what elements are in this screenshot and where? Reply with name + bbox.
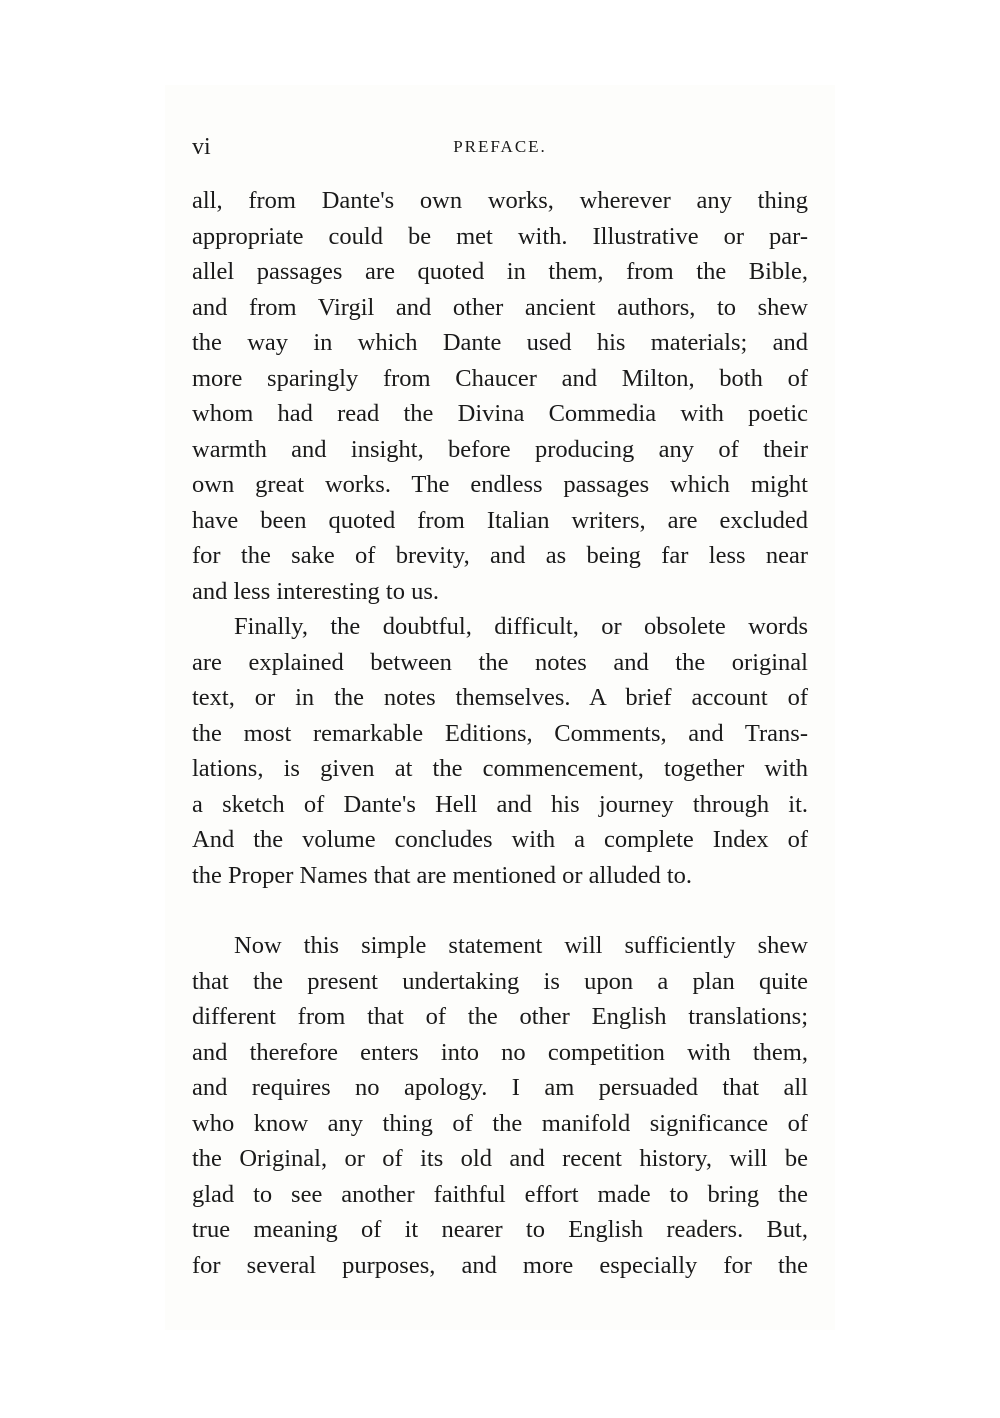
text-line: the way in which Dante used his materials; and — [192, 329, 808, 356]
text-line: have been quoted from Italian writers, are excluded — [192, 506, 808, 534]
text-line: and from Virgil and other ancient authors, to shew — [192, 293, 808, 321]
text-line: and less interesting to us. — [192, 577, 440, 605]
text-line: the Original, or of its old and recent history, will be — [192, 1145, 808, 1172]
text-line: for several purposes, and more especially for the — [192, 1251, 808, 1279]
text-line: different from that of the other English translations; — [192, 1003, 808, 1030]
text-line: are explained between the notes and the original — [192, 648, 808, 676]
text-line: Now this simple statement will sufficiently shew — [234, 932, 808, 959]
text-line: all, from Dante's own works, wherever any thing — [192, 187, 808, 214]
text-line: more sparingly from Chaucer and Milton, both of — [192, 364, 808, 392]
text-line: for the sake of brevity, and as being far less near — [192, 542, 808, 569]
running-head: PREFACE. — [453, 137, 547, 156]
text-line: Finally, the doubtful, difficult, or obsolete words — [234, 613, 808, 640]
body-text — [192, 183, 808, 1283]
text-line: And the volume concludes with a complete Index of — [192, 826, 808, 853]
paragraph — [192, 183, 808, 609]
text-line: and therefore enters into no competition with them, — [192, 1038, 808, 1066]
text-line: allel passages are quoted in them, from the Bible, — [192, 258, 808, 285]
text-line: a sketch of Dante's Hell and his journey through it. — [192, 790, 808, 818]
paragraph — [192, 609, 808, 893]
text-line: and requires no apology. I am persuaded that all — [192, 1074, 808, 1101]
text-line: own great works. The endless passages which might — [192, 471, 808, 498]
paragraph-gap — [192, 893, 808, 928]
text-line: that the present undertaking is upon a plan quite — [192, 967, 808, 995]
text-line: true meaning of it nearer to English readers. But, — [192, 1216, 808, 1243]
page-number: vi — [192, 134, 211, 160]
text-line: the Proper Names that are mentioned or alluded to. — [192, 861, 693, 889]
paragraph — [192, 928, 808, 1283]
text-line: appropriate could be met with. Illustrative or par- — [192, 222, 808, 250]
text-line: text, or in the notes themselves. A brief account of — [192, 684, 808, 711]
text-line: who know any thing of the manifold significance of — [192, 1109, 808, 1137]
page-header — [192, 134, 808, 164]
text-line: whom had read the Divina Commedia with poetic — [192, 400, 808, 427]
text-line: warmth and insight, before producing any of their — [192, 435, 808, 463]
text-line: glad to see another faithful effort made to bring the — [192, 1180, 808, 1208]
text-line: lations, is given at the commencement, together with — [192, 755, 808, 782]
text-line: the most remarkable Editions, Comments, and Trans- — [192, 719, 808, 747]
